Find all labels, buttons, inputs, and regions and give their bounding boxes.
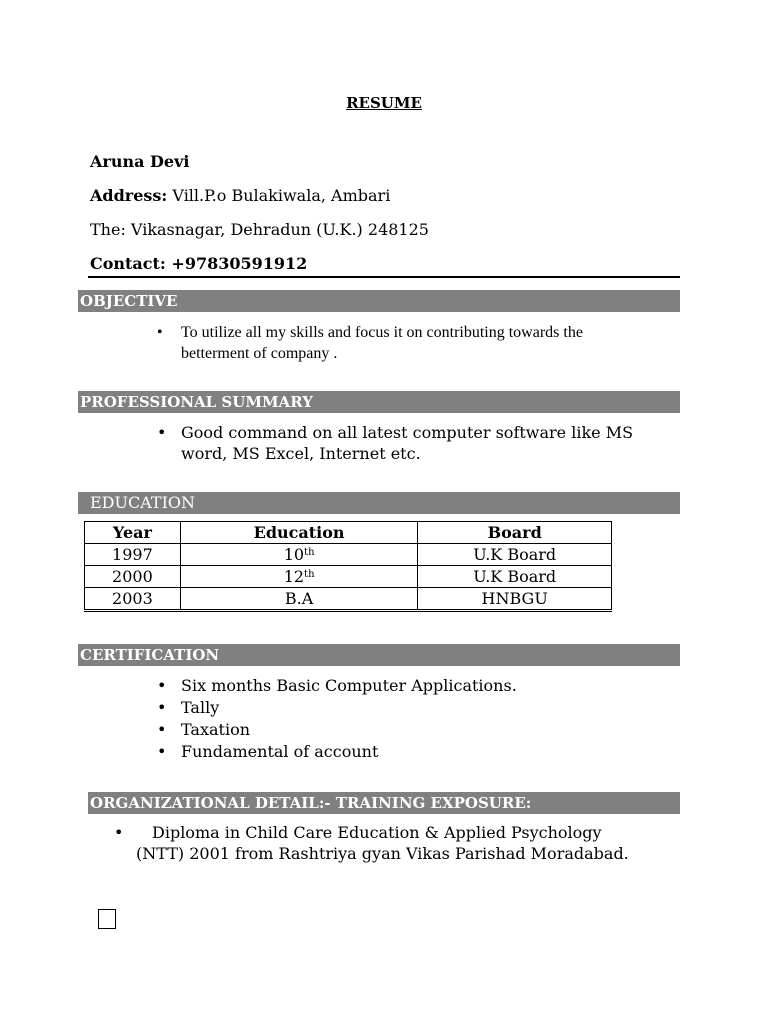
address-line-2: The: Vikasnagar, Dehradun (U.K.) 248125	[90, 220, 429, 239]
resume-title-text: RESUME	[346, 94, 422, 112]
organizational-detail	[114, 822, 680, 864]
table-header-row	[85, 522, 612, 544]
education-cell	[180, 588, 418, 611]
professional-summary-list	[157, 422, 667, 464]
organizational-line-2: (NTT) 2001 from Rashtriya gyan Vikas Parishad Moradabad.	[136, 844, 629, 863]
checkbox-glyph	[98, 909, 116, 929]
contact-label: Contact:	[90, 254, 166, 273]
contact-line	[90, 254, 307, 273]
organizational-heading: ORGANIZATIONAL DETAIL:- TRAINING EXPOSURE:	[88, 792, 680, 814]
education-cell	[180, 544, 418, 566]
list-item: • Tally	[157, 697, 667, 719]
organizational-line-1	[114, 822, 680, 843]
contact-value: +97830591912	[165, 254, 308, 273]
list-item: • Taxation	[157, 719, 667, 741]
professional-summary-item: • Good command on all latest computer software like MS word, MS Excel, Internet etc.	[157, 422, 667, 464]
objective-item: • To utilize all my skills and focus it on contributing towards the betterment of company .	[157, 322, 647, 364]
education-value: 10	[283, 545, 305, 564]
education-ordinal: th	[304, 547, 315, 558]
column-header-board: Board	[418, 522, 612, 544]
education-cell	[180, 566, 418, 588]
list-item: • Fundamental of account	[157, 741, 667, 763]
candidate-name: Aruna Devi	[90, 152, 190, 171]
year-cell: 2003	[85, 588, 181, 611]
objective-heading: OBJECTIVE	[78, 290, 680, 312]
column-header-year: Year	[85, 522, 181, 544]
organizational-line-1-text: Diploma in Child Care Education & Applied Psychology	[152, 823, 602, 842]
education-value: B.A	[284, 589, 314, 608]
address-line-1	[90, 186, 390, 205]
certification-list	[157, 675, 667, 763]
professional-summary-heading: PROFESSIONAL SUMMARY	[78, 391, 680, 413]
address-line-1-text: Vill.P.o Bulakiwala, Ambari	[167, 186, 391, 205]
address-label: Address:	[90, 186, 168, 205]
year-cell: 1997	[85, 544, 181, 566]
table-row	[85, 566, 612, 588]
header-divider	[88, 276, 680, 278]
education-table	[84, 521, 612, 612]
objective-list	[157, 322, 647, 364]
list-item: • Six months Basic Computer Applications.	[157, 675, 667, 697]
column-header-education: Education	[180, 522, 418, 544]
education-ordinal: th	[304, 569, 315, 580]
table-row	[85, 588, 612, 611]
bullet: •	[114, 823, 124, 842]
education-heading: EDUCATION	[78, 492, 680, 514]
education-value: 12	[283, 567, 305, 586]
resume-title	[0, 94, 768, 112]
board-cell: U.K Board	[418, 566, 612, 588]
certification-heading: CERTIFICATION	[78, 644, 680, 666]
table-row	[85, 544, 612, 566]
board-cell: HNBGU	[418, 588, 612, 611]
year-cell: 2000	[85, 566, 181, 588]
board-cell: U.K Board	[418, 544, 612, 566]
